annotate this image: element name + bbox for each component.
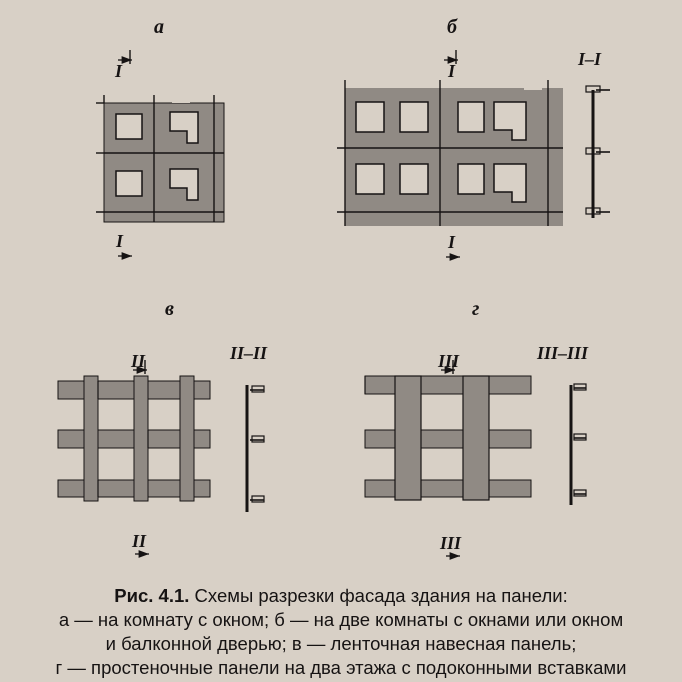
pier <box>180 376 194 501</box>
section-view-g <box>571 384 586 505</box>
window <box>458 102 484 132</box>
caption-line-3: и балконной дверью; в — ленточная навесная панель; <box>105 633 577 654</box>
section-a-top: I <box>115 61 123 81</box>
section-g-bottom: III <box>440 533 462 553</box>
pier-panel <box>395 376 421 500</box>
section-g-view-title: III–III <box>537 343 589 363</box>
caption-line-4: г — простеночные панели на два этажа с подоконными вставками <box>55 657 627 678</box>
panel-v-letter: в <box>165 298 174 320</box>
window <box>400 164 428 194</box>
panel-g-letter: г <box>472 298 480 320</box>
window <box>458 164 484 194</box>
spandrel-insert <box>365 430 531 448</box>
figure-caption <box>0 584 682 680</box>
caption-line-1-text: Схемы разрезки фасада здания на панели: <box>189 585 568 606</box>
panel-a-letter: а <box>154 16 164 38</box>
panel-b-letter: б <box>447 16 457 38</box>
section-b-bottom: I <box>448 232 456 252</box>
window <box>356 102 384 132</box>
section-v-view-title: II–II <box>230 343 268 363</box>
window <box>116 114 142 139</box>
pier-panel <box>463 376 489 500</box>
section-view-b <box>586 86 610 218</box>
caption-title: Рис. 4.1. <box>114 585 190 606</box>
caption-line-2: а — на комнату с окном; б — на две комнаты с окнами или окном <box>58 609 624 630</box>
section-v-top: II <box>131 351 146 371</box>
pier <box>84 376 98 501</box>
window <box>356 164 384 194</box>
panel-v-diagram <box>58 360 264 554</box>
window <box>400 102 428 132</box>
pier <box>134 376 148 501</box>
panel-b-diagram <box>337 50 610 257</box>
window <box>116 171 142 196</box>
section-b-top: I <box>448 61 456 81</box>
section-a-bottom: I <box>116 231 124 251</box>
section-g-top: III <box>438 351 460 371</box>
section-v-bottom: II <box>132 531 147 551</box>
section-b-view-title: I–I <box>578 49 602 69</box>
panel-g-diagram <box>365 360 586 556</box>
section-view-v <box>247 385 264 512</box>
top-band <box>365 376 531 394</box>
caption-line-1 <box>0 584 682 608</box>
spandrel-insert <box>365 480 531 497</box>
